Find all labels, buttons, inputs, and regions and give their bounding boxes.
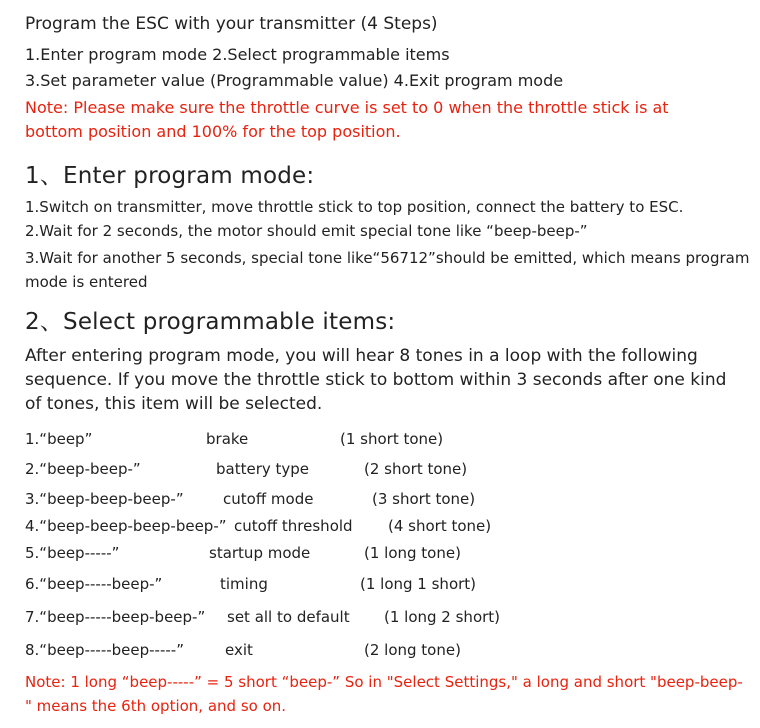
item-desc: (1 long 2 short)	[384, 608, 501, 626]
item-tone: 4.“beep-beep-beep-beep-”	[25, 517, 227, 535]
item-desc: (4 short tone)	[388, 517, 492, 535]
item-desc: (2 long tone)	[364, 641, 461, 659]
item-tone: 6.“beep-----beep-”	[25, 575, 163, 593]
section-1-line-1: 1.Switch on transmitter, move throttle stick to top position, connect the battery to ESC.	[25, 198, 684, 216]
section-1-heading: 1、Enter program mode:	[25, 163, 315, 189]
item-tone: 2.“beep-beep-”	[25, 460, 141, 478]
item-name: set all to default	[227, 608, 350, 626]
item-desc: (3 short tone)	[372, 490, 476, 508]
section-1-line-2: 2.Wait for 2 seconds, the motor should emit special tone like “beep-beep-”	[25, 222, 588, 240]
item-desc: (1 long 1 short)	[360, 575, 477, 593]
item-name: exit	[225, 641, 253, 659]
item-name: startup mode	[209, 544, 311, 562]
item-name: cutoff threshold	[234, 517, 353, 535]
item-tone: 3.“beep-beep-beep-”	[25, 490, 184, 508]
item-tone: 8.“beep-----beep-----”	[25, 641, 184, 659]
item-desc: (2 short tone)	[364, 460, 468, 478]
item-tone: 7.“beep-----beep-beep-”	[25, 608, 206, 626]
item-name: battery type	[216, 460, 310, 478]
page-title: Program the ESC with your transmitter (4 Steps)	[25, 14, 438, 34]
item-desc: (1 short tone)	[340, 430, 444, 448]
section-2-intro: After entering program mode, you will hear 8 tones in a loop with the following sequence. If you move the throttle stick to bottom within 3 seconds after one kind of tones, this item will be selected.	[25, 346, 727, 414]
item-name: brake	[206, 430, 249, 448]
section-1-line-3: 3.Wait for another 5 seconds, special tone like“56712”should be emitted, which means program mode is entered	[25, 249, 750, 291]
item-desc: (1 long tone)	[364, 544, 461, 562]
bottom-note: Note: 1 long “beep-----” = 5 short “beep-” So in "Select Settings," a long and short "beep-beep-" means the 6th option, and so on.	[25, 673, 743, 715]
top-note: Note: Please make sure the throttle curve is set to 0 when the throttle stick is at bottom position and 100% for the top position.	[25, 98, 669, 141]
item-name: timing	[220, 575, 268, 593]
section-2-heading: 2、Select programmable items:	[25, 309, 396, 335]
item-tone: 5.“beep-----”	[25, 544, 120, 562]
item-tone: 1.“beep”	[25, 430, 93, 448]
steps-line-2: 3.Set parameter value (Programmable value) 4.Exit program mode	[25, 71, 564, 90]
item-name: cutoff mode	[223, 490, 314, 508]
steps-line-1: 1.Enter program mode 2.Select programmable items	[25, 45, 450, 64]
